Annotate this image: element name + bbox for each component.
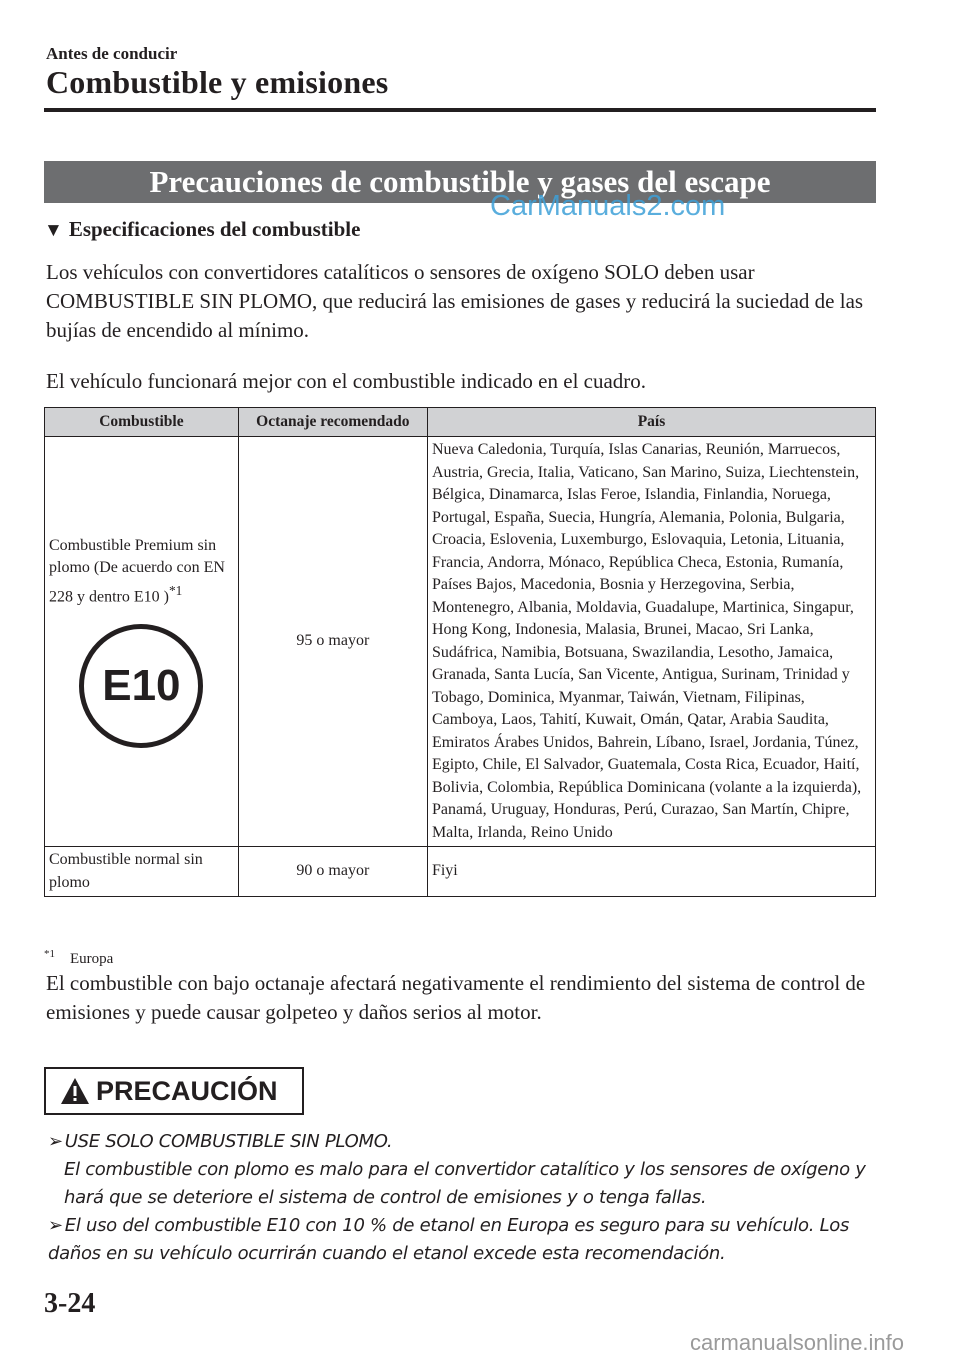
table-row [45,847,876,897]
arrow-bullet-icon: ➢ [48,1215,63,1236]
fuel-table [44,407,876,897]
fuel-cell [45,437,239,847]
subheading-text: Especificaciones del combustible [68,217,361,241]
caution-box [44,1067,304,1115]
caution-item-title: El uso del combustible E10 con 10 % de etanol en Europa es seguro para su vehículo. Los daños en su vehículo ocurrirán cuando el etanol excede esta recomendación. [48,1215,850,1264]
caution-item-body: El combustible con plomo es malo para el convertidor catalítico y los sensores de oxígeno y hará que se deteriore el sistema de control de emisiones y o tenga fallas. [64,1159,866,1208]
footnote-ref: *1 [168,582,183,598]
caution-item [48,1212,878,1268]
table-intro: El vehículo funcionará mejor con el combustible indicado en el cuadro. [46,369,647,393]
warning-paragraph: El combustible con bajo octanaje afectará negativamente el rendimiento del sistema de control de emisiones y puede causar golpeteo y daños serios al motor. [46,971,866,1024]
e10-badge-icon: E10 [79,624,203,748]
triangle-down-icon: ▼ [44,220,63,241]
watermark: CarManuals2.com [490,190,726,222]
site-footer: carmanualsonline.info [690,1330,905,1355]
header-country: País [427,408,875,437]
fuel-cell: Combustible normal sin plomo [45,847,239,897]
page-number: 3-24 [44,1288,96,1319]
footnote-text: Europa [70,951,114,967]
intro-paragraph: Los vehículos con convertidores catalíticos o sensores de oxígeno SOLO deben usar COMBUSTIBLE SIN PLOMO, que reducirá las emisiones de gases y reducirá la suciedad de las bujías de encendido al mínimo. [46,260,864,342]
subheading [44,217,360,242]
warning-triangle-icon [60,1077,90,1105]
section-banner: Precauciones de combustible y gases del escape [44,161,876,203]
country-cell: Nueva Caledonia, Turquía, Islas Canarias, Reunión, Marruecos, Austria, Grecia, Italia, Vaticano, San Marino, Suiza, Liechtenstein, Bélgica, Dinamarca, Islas Feroe, Islandia, Finlandia, Noruega, Portugal, España, Suecia, Hungría, Alemania, Polonia, Bulgaria, Croacia, Eslovenia, Luxemburgo, Eslovaquia, Letonia, Lituania, Francia, Andorra, Mónaco, República Checa, Estonia, Rumanía, Países Bajos, Macedonia, Bosnia y Herzegovina, Serbia, Montenegro, Albania, Moldavia, Guadalupe, Martinica, Singapur, Hong Kong, Indonesia, Malasia, Brunei, Macao, Sri Lanka, Sudáfrica, Namibia, Botsuana, Swazilandia, Lesotho, Jamaica, Granada, Santa Lucía, San Vicente, Antigua, Surinam, Trinidad y Tobago, Dominica, Myanmar, Taiwán, Vietnam, Filipinas, Camboya, Laos, Tahití, Kuwait, Omán, Qatar, Arabia Saudita, Emiratos Árabes Unidos, Bahrein, Líbano, Israel, Jordania, Túnez, Egipto, Chile, El Salvador, Guatemala, Costa Rica, Ecuador, Haití, Bolivia, Colombia, República Dominicana (volante a la izquierda), Panamá, Uruguay, Honduras, Perú, Curazao, San Martín, Chipre, Malta, Irlanda, Reino Unido [427,437,875,847]
section-label: Antes de conducir [46,44,178,63]
caution-label: PRECAUCIÓN [96,1075,278,1106]
country-cell: Fiyi [427,847,875,897]
caution-item [48,1128,878,1212]
octane-cell: 90 o mayor [238,847,427,897]
octane-cell: 95 o mayor [238,437,427,847]
caution-item-title: USE SOLO COMBUSTIBLE SIN PLOMO. [64,1131,393,1152]
header-fuel: Combustible [45,408,239,437]
table-header-row [45,408,876,437]
arrow-bullet-icon: ➢ [48,1131,63,1152]
footnote-mark: *1 [44,948,55,960]
page-title: Combustible y emisiones [46,64,389,100]
footnote [44,948,113,968]
header-divider [44,108,876,112]
fuel-name: Combustible Premium sin plomo (De acuerdo con EN 228 y dentro E10 ) [49,536,225,605]
header-octane: Octanaje recomendado [238,408,427,437]
table-row [45,437,876,847]
